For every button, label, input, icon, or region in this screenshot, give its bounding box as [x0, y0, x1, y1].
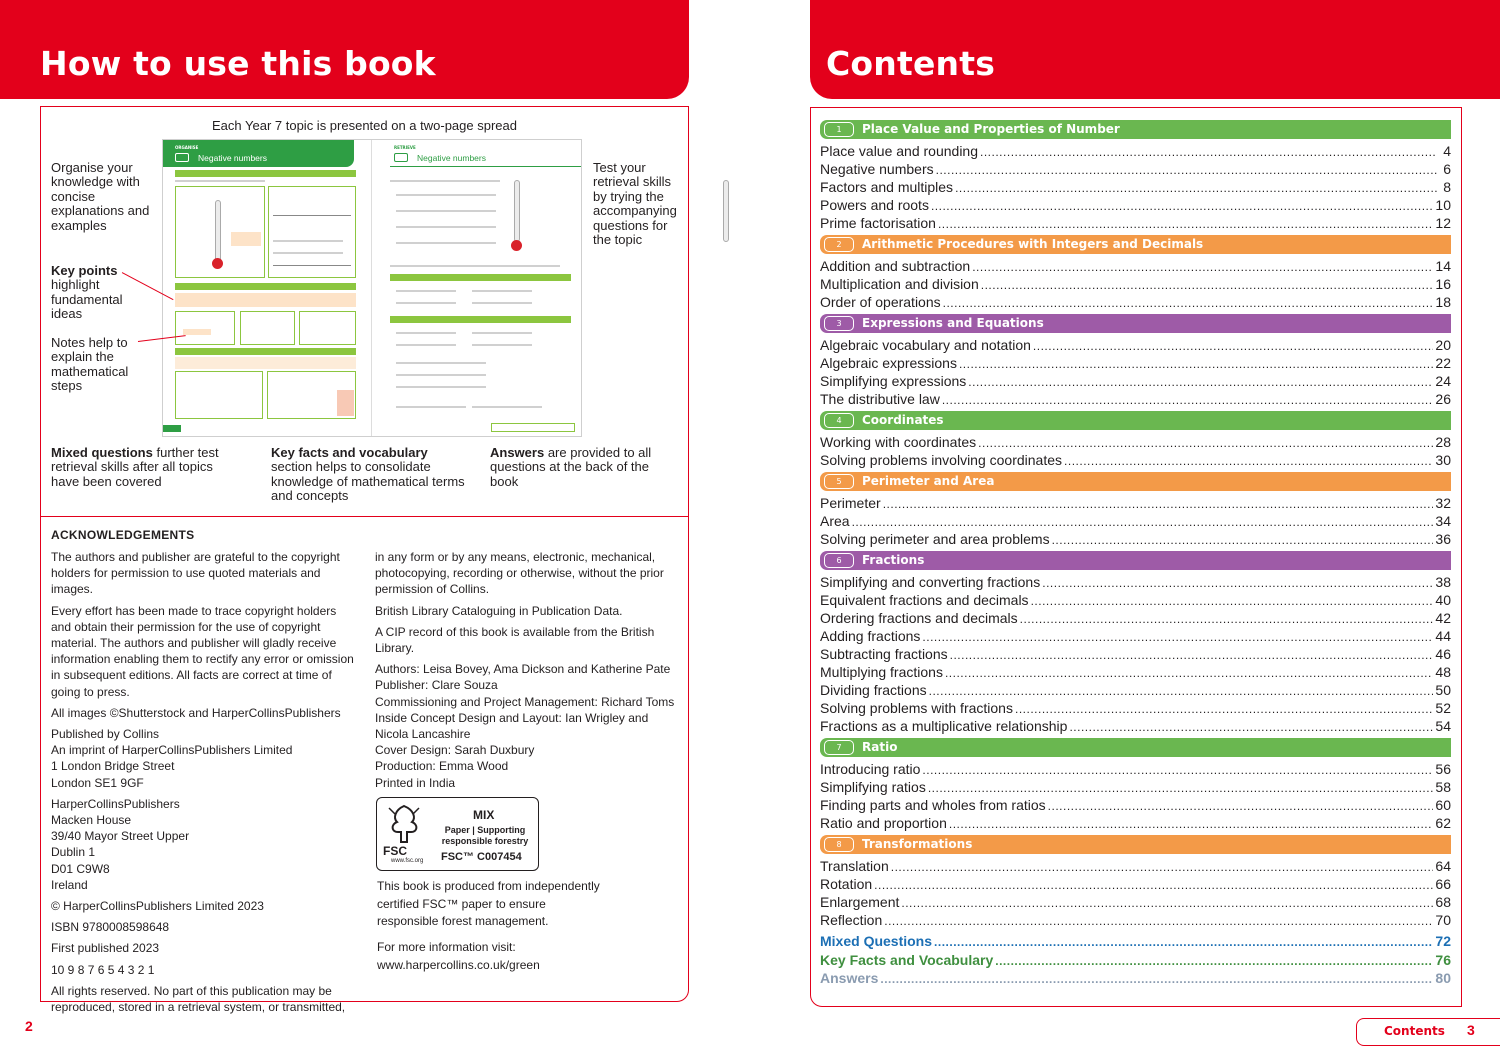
- preview-example-box: [240, 311, 295, 345]
- entry-page: 40: [1435, 592, 1451, 608]
- contents-entry[interactable]: [820, 911, 1451, 929]
- contents-list: [820, 117, 1451, 988]
- preview-note: [183, 329, 211, 335]
- entry-page: 70: [1435, 912, 1451, 928]
- entry-title: Solving perimeter and area problems: [820, 531, 1050, 547]
- entry-title: Key Facts and Vocabulary: [820, 951, 994, 968]
- contents-entry[interactable]: [820, 257, 1451, 275]
- contents-entry[interactable]: [820, 494, 1451, 512]
- thermometer-bulb: [212, 258, 223, 269]
- preview-question-line: [390, 265, 560, 267]
- preview-question-line: [396, 332, 456, 334]
- ack-para: Published by Collins An imprint of HarperCollinsPublishers Limited 1 London Bridge Street London SE1 9GF: [51, 727, 293, 790]
- section-number-badge: 8: [824, 837, 854, 852]
- right-page-title: Contents: [826, 44, 996, 83]
- dot-leader: [922, 761, 1433, 779]
- fsc-web: www.fsc.org: [391, 858, 424, 864]
- entry-title: Ratio and proportion: [820, 815, 947, 831]
- preview-left-num-badge: [175, 153, 189, 162]
- contents-entry[interactable]: [820, 433, 1451, 451]
- entry-title: Fractions as a multiplicative relationship: [820, 718, 1068, 734]
- entry-page: 46: [1435, 646, 1451, 662]
- dot-leader: [978, 434, 1433, 452]
- contents-entry[interactable]: [820, 681, 1451, 699]
- ack-para: A CIP record of this book is available from the British Library.: [375, 624, 655, 656]
- preview-question-line: [472, 302, 532, 304]
- dot-leader: [922, 628, 1433, 646]
- entry-page: 18: [1435, 294, 1451, 310]
- contents-extra-entry[interactable]: [820, 969, 1451, 988]
- right-page-number: 3: [1467, 1022, 1475, 1038]
- entry-title: The distributive law: [820, 391, 940, 407]
- dot-leader: [950, 646, 1434, 664]
- section-title: Transformations: [862, 837, 973, 851]
- note-mixed-bold: Mixed questions: [51, 445, 153, 460]
- contents-entry[interactable]: [820, 336, 1451, 354]
- dot-leader: [852, 513, 1434, 531]
- dot-leader: [1052, 531, 1434, 549]
- ack-para: Every effort has been made to trace copyright holders and obtain their permission for the use of copyright material. The authors and publisher will gladly receive information enabling them to rectify any error or omission in subsequent editions. All facts are correct at time of going to press.: [51, 603, 354, 699]
- entry-title: Rotation: [820, 876, 873, 892]
- entry-page: 12: [1435, 215, 1451, 231]
- preview-example-box: [175, 311, 235, 345]
- note-key-points-rest: highlight fundamental ideas: [51, 277, 123, 322]
- ack-para: © HarperCollinsPublishers Limited 2023: [51, 899, 264, 914]
- entry-page: 4: [1443, 143, 1451, 159]
- dot-leader: [945, 664, 1433, 682]
- dot-leader: [1042, 574, 1433, 592]
- entry-title: Simplifying and converting fractions: [820, 574, 1041, 590]
- preview-right-footer: [491, 423, 575, 432]
- ack-para: The authors and publisher are grateful to the copyright holders for permission to use quoted materials and images.: [51, 550, 340, 597]
- section-title: Arithmetic Procedures with Integers and Decimals: [862, 237, 1204, 251]
- entry-page: 16: [1435, 276, 1451, 292]
- dot-leader: [936, 161, 1437, 179]
- entry-title: Algebraic vocabulary and notation: [820, 337, 1031, 353]
- note-answers-bold: Answers: [490, 445, 545, 460]
- note-answers: [490, 446, 668, 489]
- contents-entry[interactable]: [820, 778, 1451, 796]
- preview-question-line: [390, 180, 500, 182]
- entry-title: Reflection: [820, 912, 883, 928]
- entry-page: 10: [1435, 197, 1451, 213]
- contents-entry[interactable]: [820, 663, 1451, 681]
- contents-entry[interactable]: [820, 573, 1451, 591]
- left-page-number: 2: [25, 1018, 33, 1034]
- section-header[interactable]: [820, 120, 1451, 139]
- note-key-facts-bold: Key facts and vocabulary: [271, 445, 428, 460]
- contents-entry[interactable]: [820, 372, 1451, 390]
- dot-leader: [1069, 718, 1433, 736]
- dot-leader: [1020, 610, 1434, 628]
- preview-number-line: [273, 265, 351, 266]
- entry-title: Answers: [820, 970, 879, 986]
- section-number-badge: 3: [824, 316, 854, 331]
- fsc-mix: MIX: [473, 808, 495, 822]
- contents-entry[interactable]: [820, 796, 1451, 814]
- ack-para: ISBN 9780008598648: [51, 920, 170, 935]
- preview-left-page: [163, 140, 372, 436]
- section-title: Coordinates: [862, 413, 944, 427]
- entry-page: 34: [1435, 513, 1451, 529]
- section-title: Perimeter and Area: [862, 474, 995, 488]
- entry-title: Equivalent fractions and decimals: [820, 592, 1029, 608]
- preview-bar: [175, 348, 356, 355]
- contents-entry[interactable]: [820, 699, 1451, 717]
- entry-title: Finding parts and wholes from ratios: [820, 797, 1046, 813]
- preview-question-line: [396, 374, 486, 376]
- preview-question-line: [396, 290, 456, 292]
- dot-leader: [943, 294, 1434, 312]
- contents-entry[interactable]: [820, 627, 1451, 645]
- section-title: Expressions and Equations: [862, 316, 1044, 330]
- preview-note: [337, 390, 354, 416]
- entry-title: Mixed Questions: [820, 933, 933, 949]
- thermometer-image: [514, 180, 520, 242]
- entry-page: 22: [1435, 355, 1451, 371]
- entry-title: Translation: [820, 858, 889, 874]
- dot-leader: [968, 373, 1433, 391]
- dot-leader: [959, 355, 1433, 373]
- dot-leader: [972, 258, 1433, 276]
- preview-question-line: [396, 242, 496, 244]
- acknowledgements-col2: [375, 549, 680, 791]
- dot-leader: [884, 912, 1433, 930]
- preview-question-line: [396, 210, 496, 212]
- contents-entry[interactable]: [820, 390, 1451, 408]
- contents-footer-tab: [1356, 1018, 1500, 1046]
- entry-page: 24: [1435, 373, 1451, 389]
- section-number-badge: 6: [824, 553, 854, 568]
- note-notes-help: Notes help to explain the mathematical steps: [51, 335, 129, 394]
- entry-title: Simplifying ratios: [820, 779, 926, 795]
- entry-page: 6: [1443, 161, 1451, 177]
- ack-para: British Library Cataloguing in Publication Data.: [375, 603, 623, 618]
- contents-entry[interactable]: [820, 857, 1451, 875]
- note-key-points: [51, 264, 131, 322]
- section-header[interactable]: [820, 551, 1451, 570]
- preview-question-line: [396, 344, 456, 346]
- contents-entry[interactable]: [820, 178, 1451, 196]
- preview-question-line: [396, 226, 496, 228]
- entry-page: 58: [1435, 779, 1451, 795]
- preview-text-line: [273, 252, 343, 254]
- dot-leader: [949, 815, 1434, 833]
- dot-leader: [1064, 452, 1433, 470]
- entry-page: 68: [1435, 894, 1451, 910]
- entry-title: Solving problems involving coordinates: [820, 452, 1063, 468]
- entry-page: 76: [1435, 951, 1451, 968]
- entry-page: 72: [1435, 933, 1451, 949]
- entry-page: 56: [1435, 761, 1451, 777]
- section-header[interactable]: [820, 472, 1451, 491]
- note-mixed: [51, 446, 231, 489]
- preview-question-line: [472, 290, 532, 292]
- entry-page: 20: [1435, 337, 1451, 353]
- entry-title: Adding fractions: [820, 628, 921, 644]
- dot-leader: [955, 179, 1437, 197]
- preview-example-box: [299, 311, 356, 345]
- dot-leader: [1048, 797, 1434, 815]
- contents-entry[interactable]: [820, 760, 1451, 778]
- section-divider: [40, 516, 689, 517]
- preview-bar: [175, 170, 356, 177]
- thermometer-image: [215, 200, 221, 262]
- dot-leader: [883, 495, 1434, 513]
- entry-page: 32: [1435, 495, 1451, 511]
- fsc-code: FSC™ C007454: [441, 851, 522, 863]
- dot-leader: [942, 391, 1434, 409]
- preview-question-line: [396, 406, 466, 408]
- section-header[interactable]: [820, 738, 1451, 757]
- section-title: Place Value and Properties of Number: [862, 122, 1120, 136]
- preview-key-point: [175, 357, 356, 369]
- preview-question-line: [396, 194, 496, 196]
- entry-page: 44: [1435, 628, 1451, 644]
- entry-page: 8: [1443, 179, 1451, 195]
- section-header[interactable]: [820, 411, 1451, 430]
- note-organise: Organise your knowledge with concise explanations and examples: [51, 160, 150, 233]
- entry-title: Simplifying expressions: [820, 373, 967, 389]
- entry-page: 80: [1435, 970, 1451, 986]
- entry-title: Dividing fractions: [820, 682, 927, 698]
- section-number-badge: 4: [824, 413, 854, 428]
- thermometer-image: [723, 180, 729, 242]
- preview-text-line: [273, 240, 343, 242]
- entry-page: 50: [1435, 682, 1451, 698]
- spread-caption: Each Year 7 topic is presented on a two-page spread: [212, 118, 517, 133]
- dot-leader: [891, 858, 1434, 876]
- preview-text-line: [175, 180, 265, 182]
- entry-page: 38: [1435, 574, 1451, 590]
- contents-entry[interactable]: [820, 591, 1451, 609]
- ack-para: All images ©Shutterstock and HarperCollinsPublishers: [51, 705, 341, 720]
- contents-entry[interactable]: [820, 814, 1451, 832]
- right-page-header: [810, 0, 1500, 99]
- entry-title: Area: [820, 513, 850, 529]
- preview-note: [231, 232, 261, 246]
- note-key-points-bold: Key points: [51, 263, 118, 278]
- preview-bar: [175, 283, 356, 290]
- preview-key-point: [175, 293, 356, 307]
- entry-title: Factors and multiples: [820, 179, 954, 195]
- contents-entry[interactable]: [820, 893, 1451, 911]
- preview-left-title: Negative numbers: [198, 153, 267, 163]
- entry-title: Ordering fractions and decimals: [820, 610, 1018, 626]
- ack-para: First published 2023: [51, 941, 160, 956]
- left-page-title: How to use this book: [40, 44, 436, 83]
- section-header[interactable]: [820, 235, 1451, 254]
- contents-entry[interactable]: [820, 717, 1451, 735]
- contents-entry[interactable]: [820, 354, 1451, 372]
- footer-label: Contents: [1384, 1024, 1445, 1038]
- contents-entry[interactable]: [820, 609, 1451, 627]
- fsc-logo-text: FSC: [383, 844, 407, 858]
- preview-question-line: [472, 406, 542, 408]
- contents-entry[interactable]: [820, 214, 1451, 232]
- acknowledgements-heading: ACKNOWLEDGEMENTS: [51, 528, 195, 542]
- fsc-note: This book is produced from independently certified FSC™ paper to ensure responsible forest management.: [377, 879, 600, 928]
- thermometer-bulb: [511, 240, 522, 251]
- preview-question-line: [472, 332, 532, 334]
- contents-extra-entry[interactable]: [820, 951, 1451, 970]
- entry-page: 26: [1435, 391, 1451, 407]
- contents-entry[interactable]: [820, 451, 1451, 469]
- preview-left-header: [163, 140, 354, 167]
- note-key-facts: [271, 446, 471, 504]
- section-header[interactable]: [820, 835, 1451, 854]
- entry-page: 66: [1435, 876, 1451, 892]
- ack-para: HarperCollinsPublishers Macken House 39/40 Mayor Street Upper Dublin 1 D01 C9W8 Ireland: [51, 796, 190, 892]
- note-key-facts-rest: section helps to consolidate knowledge of mathematical terms and concepts: [271, 459, 465, 504]
- entry-title: Addition and subtraction: [820, 258, 971, 274]
- preview-left-footer: [163, 425, 181, 432]
- ack-para: Authors: Leisa Bovey, Ama Dickson and Katherine Pate Publisher: Clare Souza Commissioning and Project Management: Richard Toms Inside Concept Design and Layout: Ian Wrigley and Nicola Lancashire Cover Design: Sarah Duxbury Production: Emma Wood Printed in India: [375, 662, 675, 790]
- fsc-logo-box: [376, 797, 539, 871]
- preview-bar: [390, 274, 571, 281]
- preview-right-header: [390, 140, 581, 167]
- ack-para: 10 9 8 7 6 5 4 3 2 1: [51, 962, 155, 977]
- entry-page: 30: [1435, 452, 1451, 468]
- entry-title: Negative numbers: [820, 161, 934, 177]
- dot-leader: [1033, 337, 1434, 355]
- spread-preview: [163, 140, 581, 436]
- entry-title: Order of operations: [820, 294, 941, 310]
- entry-page: 14: [1435, 258, 1451, 274]
- entry-page: 60: [1435, 797, 1451, 813]
- preview-right-page: [372, 140, 581, 436]
- entry-page: 54: [1435, 718, 1451, 734]
- entry-title: Place value and rounding: [820, 143, 979, 159]
- left-page-header: [0, 0, 689, 99]
- entry-title: Introducing ratio: [820, 761, 921, 777]
- preview-question-line: [396, 386, 486, 388]
- acknowledgements-col1: [51, 549, 356, 1015]
- preview-right-num-badge: [394, 153, 408, 162]
- dot-leader: [928, 779, 1434, 797]
- dot-leader: [931, 197, 1433, 215]
- contents-entry[interactable]: [820, 293, 1451, 311]
- dot-leader: [980, 143, 1437, 161]
- preview-number-line: [273, 215, 351, 216]
- entry-page: 64: [1435, 858, 1451, 874]
- note-test-retrieval: Test your retrieval skills by trying the accompanying questions for the topic: [593, 160, 677, 248]
- entry-title: Multiplying fractions: [820, 664, 943, 680]
- preview-example-box: [175, 371, 263, 419]
- entry-title: Enlargement: [820, 894, 900, 910]
- entry-title: Subtracting fractions: [820, 646, 948, 662]
- note-mixed-rest: further test retrieval skills after all topics have been covered: [51, 445, 219, 489]
- section-number-badge: 5: [824, 474, 854, 489]
- preview-right-tag: RETRIEVE: [394, 145, 416, 150]
- section-number-badge: 1: [824, 122, 854, 137]
- entry-title: Multiplication and division: [820, 276, 979, 292]
- entry-title: Working with coordinates: [820, 434, 977, 450]
- fsc-paper: Paper | Supporting responsible forestry: [441, 825, 529, 846]
- dot-leader: [1015, 700, 1433, 718]
- dot-leader: [929, 682, 1434, 700]
- preview-left-tag: ORGANISE: [175, 145, 199, 150]
- entry-title: Algebraic expressions: [820, 355, 957, 371]
- entry-title: Solving problems with fractions: [820, 700, 1013, 716]
- dot-leader: [995, 952, 1433, 970]
- entry-page: 48: [1435, 664, 1451, 680]
- ack-para: All rights reserved. No part of this publication may be reproduced, stored in a retrieval system, or transmitted,: [51, 983, 346, 1015]
- contents-entry[interactable]: [820, 160, 1451, 178]
- dot-leader: [874, 876, 1433, 894]
- note-answers-rest: are provided to all questions at the back of the book: [490, 445, 652, 489]
- entry-page: 36: [1435, 531, 1451, 547]
- entry-page: 28: [1435, 434, 1451, 450]
- contents-extra-entry[interactable]: [820, 932, 1451, 951]
- entry-page: 42: [1435, 610, 1451, 626]
- dot-leader: [901, 894, 1433, 912]
- section-header[interactable]: [820, 314, 1451, 333]
- contents-entry[interactable]: [820, 275, 1451, 293]
- preview-bar: [390, 316, 571, 323]
- preview-question-line: [472, 344, 532, 346]
- contents-entry[interactable]: [820, 530, 1451, 548]
- contents-entry[interactable]: [820, 142, 1451, 160]
- dot-leader: [981, 276, 1434, 294]
- entry-page: 62: [1435, 815, 1451, 831]
- dot-leader: [1031, 592, 1434, 610]
- preview-right-title: Negative numbers: [417, 153, 486, 163]
- entry-page: 52: [1435, 700, 1451, 716]
- section-number-badge: 2: [824, 237, 854, 252]
- preview-question-line: [396, 362, 486, 364]
- section-title: Fractions: [862, 553, 925, 567]
- section-title: Ratio: [862, 740, 898, 754]
- dot-leader: [934, 933, 1433, 951]
- dot-leader: [938, 215, 1433, 233]
- contents-entry[interactable]: [820, 875, 1451, 893]
- more-info: For more information visit: www.harpercollins.co.uk/green: [377, 940, 540, 972]
- ack-para: in any form or by any means, electronic, mechanical, photocopying, recording or otherwise, without the prior permission of Collins.: [375, 550, 664, 597]
- entry-title: Perimeter: [820, 495, 881, 511]
- preview-question-line: [396, 302, 456, 304]
- entry-title: Powers and roots: [820, 197, 929, 213]
- dot-leader: [880, 970, 1433, 988]
- contents-entry[interactable]: [820, 645, 1451, 663]
- entry-title: Prime factorisation: [820, 215, 936, 231]
- contents-entry[interactable]: [820, 196, 1451, 214]
- section-number-badge: 7: [824, 740, 854, 755]
- contents-entry[interactable]: [820, 512, 1451, 530]
